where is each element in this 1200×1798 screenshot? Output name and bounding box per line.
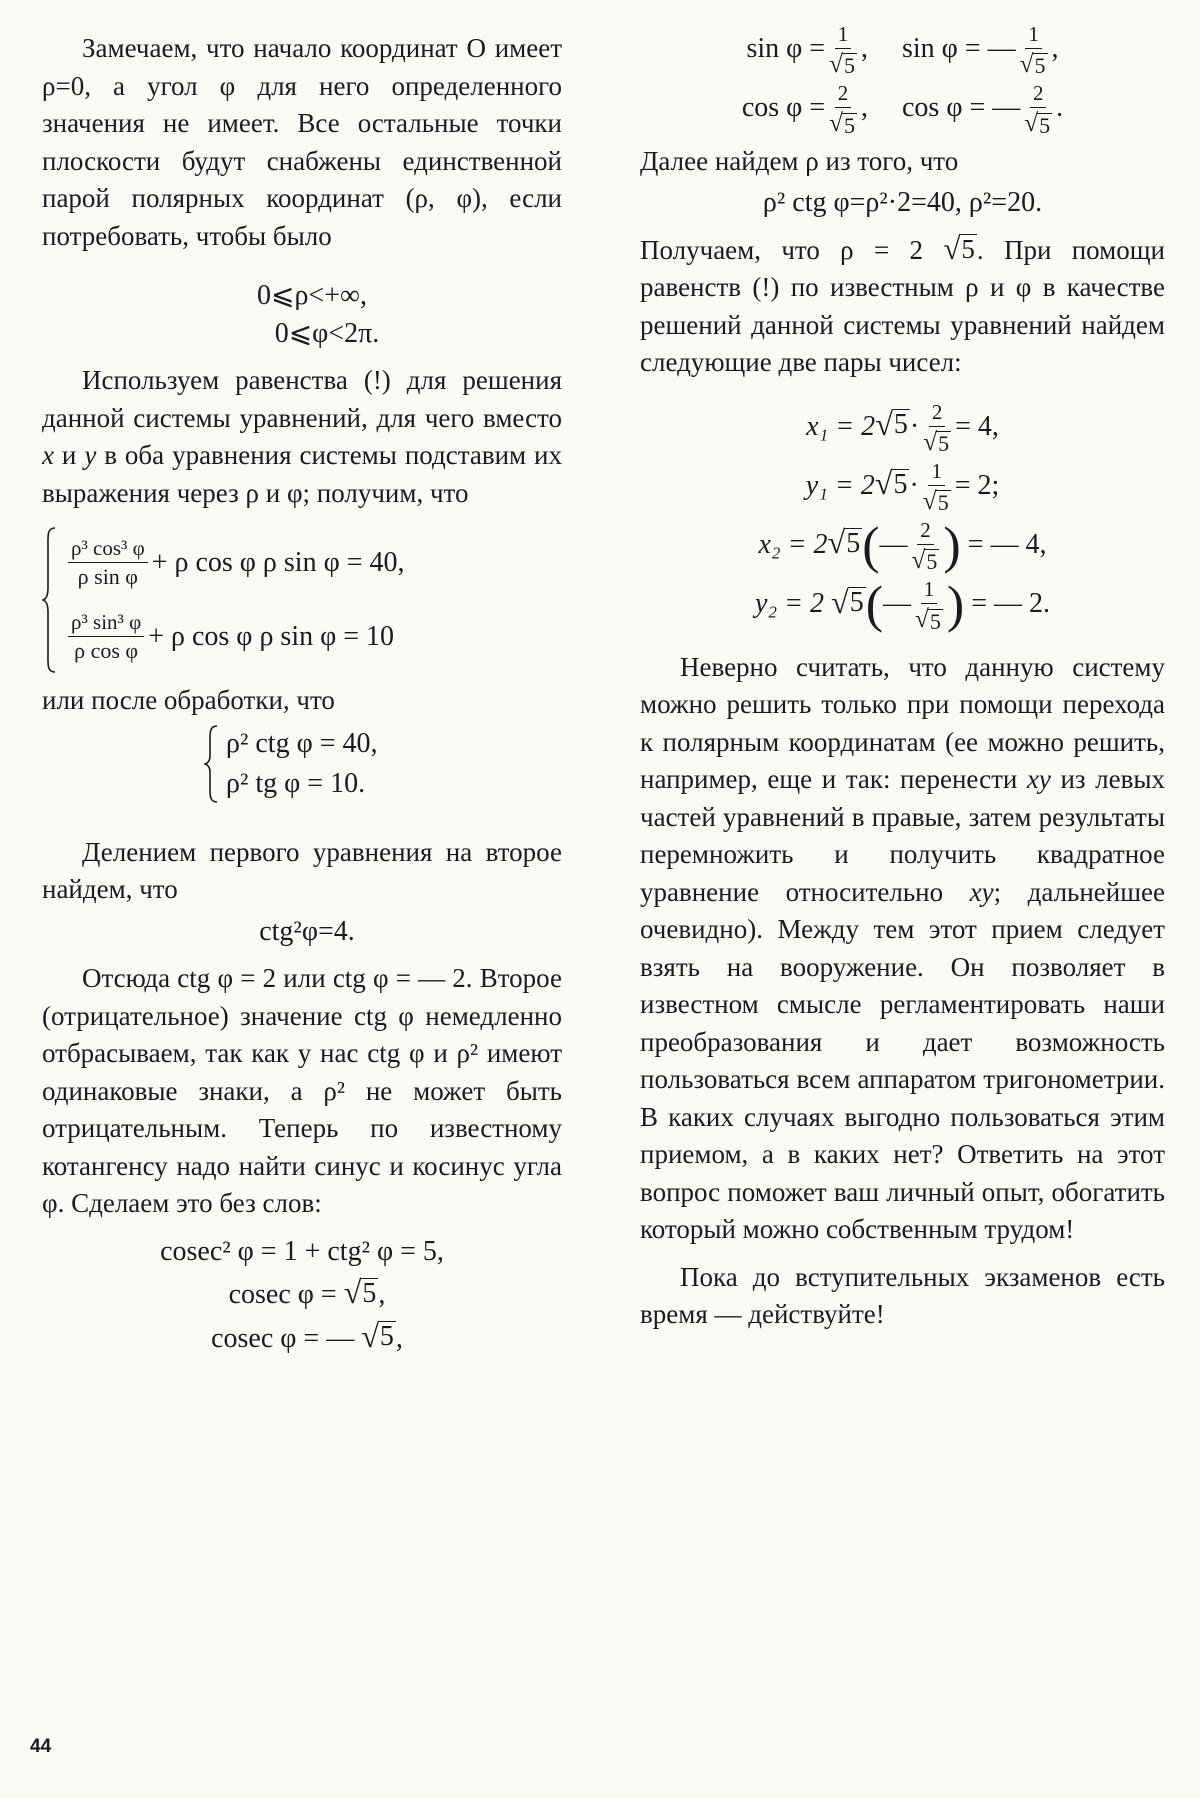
radical-icon: √ — [831, 583, 849, 620]
radical-icon: √ — [875, 405, 893, 442]
left-paren-icon: ( — [865, 577, 884, 635]
text-segment: Неверно считать, что данную систему можно решить только при помощи перехода к полярным координатам (ее можно решить, например, еще и так: перенести — [640, 651, 1165, 795]
radicand: 5 — [893, 409, 908, 441]
fraction — [1020, 24, 1048, 77]
cos-positive — [742, 83, 868, 136]
fraction — [68, 612, 144, 662]
equation-right: = 4, — [955, 410, 999, 442]
text-segment: Используем равенства (!) для решения данной системы уравнений, для чего вместо — [42, 365, 562, 433]
text-segment: в оба уравнения системы подставим их выражения через ρ и φ; получим, что — [42, 440, 563, 508]
fraction-numerator: 1 — [835, 24, 852, 49]
fraction-numerator: 1 — [928, 461, 945, 486]
radicand: 5 — [1034, 53, 1046, 79]
equation-left: cosec φ = — [228, 1279, 337, 1310]
solution-y1 — [640, 458, 1165, 516]
fraction-numerator: ρ³ sin³ φ — [68, 612, 144, 637]
system-equation-ctg: ρ² ctg φ = 40, — [226, 727, 378, 759]
fraction-numerator: 1 — [921, 579, 938, 604]
inequality-phi: 0⩽φ<2π. — [274, 317, 380, 349]
text-segment: Получаем, что ρ = 2 — [640, 234, 924, 265]
radicand: 5 — [846, 528, 861, 560]
radicand: 5 — [379, 1321, 394, 1353]
equation-cosec-negative — [42, 1317, 562, 1358]
paragraph-substitution — [42, 362, 562, 512]
fraction-numerator: 2 — [835, 83, 852, 108]
sin-positive — [746, 24, 868, 77]
dot-operator: · — [909, 469, 919, 501]
var-xy: xy — [969, 876, 994, 907]
fraction-denominator: ρ sin φ — [77, 564, 139, 589]
equation-system-simplified — [204, 724, 562, 804]
left-column — [42, 30, 562, 1357]
fraction-denominator — [923, 427, 951, 455]
var-x: x — [42, 440, 54, 470]
radical-icon: √ — [923, 427, 938, 456]
fraction-denominator: ρ cos φ — [74, 638, 139, 663]
cos-negative — [902, 83, 1063, 136]
system-equation-tg: ρ² tg φ = 10. — [226, 767, 366, 799]
equation-left: y₁ = 2 — [805, 469, 875, 501]
equation-left: cos φ = — — [902, 92, 1021, 124]
fraction — [923, 399, 951, 456]
fraction-numerator: 2 — [929, 402, 946, 427]
radicand: 5 — [849, 587, 864, 619]
solution-x2 — [640, 517, 1165, 575]
fraction-denominator — [915, 604, 943, 632]
fraction — [68, 538, 148, 588]
fraction-denominator — [829, 49, 857, 77]
text-segment: и — [61, 440, 77, 470]
radicand: 5 — [926, 549, 938, 575]
fraction-numerator: ρ³ cos³ φ — [68, 538, 148, 563]
punct: , — [1051, 33, 1059, 65]
solution-y2 — [640, 577, 1165, 635]
equation-left: x₂ = 2 — [758, 529, 828, 561]
var-xy: xy — [1026, 764, 1051, 795]
fraction — [829, 24, 857, 77]
punct: , — [395, 1322, 403, 1354]
paragraph-after-processing: или после обработки, что — [42, 685, 335, 715]
solution-x1 — [640, 399, 1165, 456]
sqrt — [875, 405, 910, 442]
fraction-denominator — [1024, 108, 1052, 136]
radical-icon: √ — [911, 546, 926, 575]
radicand: 5 — [893, 468, 908, 500]
minus-sign: — — [879, 529, 908, 561]
equation-cosec-squared: cosec² φ = 1 + ctg² φ = 5, — [160, 1235, 444, 1267]
equation-left: y₂ = 2 — [754, 588, 825, 620]
equation-ctg-squared: ctg²φ=4. — [259, 915, 355, 947]
radicand: 5 — [844, 112, 855, 138]
left-brace-icon — [204, 724, 218, 804]
page-number: 44 — [30, 1736, 52, 1757]
inequality-rho: 0⩽ρ<+∞, — [257, 280, 367, 311]
sin-negative — [902, 24, 1059, 77]
radical-icon: √ — [829, 50, 843, 78]
radical-icon: √ — [874, 464, 893, 501]
radicand: 5 — [1039, 112, 1051, 138]
var-y: y — [84, 440, 97, 470]
radical-icon: √ — [1024, 109, 1039, 138]
sqrt — [827, 524, 863, 561]
equation-right: = 2; — [954, 469, 1000, 501]
left-brace-icon — [42, 526, 56, 674]
sqrt — [831, 583, 866, 620]
equation-rho: ρ² ctg φ=ρ²·2=40, ρ²=20. — [762, 187, 1043, 219]
equation-right: = — 2. — [971, 588, 1051, 620]
paragraph-division: Делением первого уравнения на второе найдем, что — [42, 836, 562, 904]
radicand: 5 — [938, 430, 950, 456]
equation-left: cos φ = — [741, 92, 826, 124]
equation-rest: + ρ cos φ ρ sin φ = 10 — [148, 621, 395, 653]
paragraph-conclusion — [640, 649, 1165, 1249]
paragraph-rho-result — [640, 232, 1165, 382]
text-segment: ; дальнейшее очевидно). Между тем этот прием следует взять на вооружение. Он позволяет в известном смысле регламентировать наши преобразования и дает возможность пользоваться всем аппаратом тригонометрии. В каких случаях выгодно пользоваться этим приемом, а в каких нет? Ответить на этот вопрос поможет ваш личный опыт, обогатить который можно собственным трудом! — [640, 876, 1166, 1245]
radical-icon: √ — [922, 486, 937, 515]
radicand: 5 — [362, 1277, 377, 1309]
right-paren-icon: ) — [946, 577, 965, 635]
punct: , — [378, 1279, 386, 1310]
sin-values — [640, 24, 1165, 77]
radical-icon: √ — [943, 230, 961, 266]
radicand: 5 — [929, 608, 941, 634]
fraction-denominator — [1020, 49, 1048, 77]
left-paren-icon: ( — [862, 517, 880, 575]
radical-icon: √ — [915, 605, 929, 634]
punct: , — [861, 33, 868, 65]
fraction-numerator: 2 — [917, 520, 934, 545]
radical-icon: √ — [827, 524, 846, 561]
cos-values — [640, 83, 1165, 136]
sqrt — [943, 230, 977, 266]
fraction-numerator: 2 — [1030, 83, 1047, 108]
punct: , — [861, 92, 868, 124]
fraction — [1024, 83, 1052, 136]
dot-operator: · — [909, 410, 920, 442]
punct: . — [1056, 92, 1064, 124]
text-segment: . При помощи равенств (!) по известным ρ и φ в качестве решений данной системы уравнений найдем следующие две пары чисел: — [640, 234, 1165, 378]
minus-sign: — — [883, 588, 912, 620]
text-segment: из левых частей уравнений в правые, затем результаты перемножить и получить квадратное уравнение относительно — [640, 764, 1166, 907]
paragraph-find-rho: Далее найдем ρ из того, что — [640, 145, 959, 176]
system-equation-1 — [64, 526, 405, 600]
fraction — [915, 579, 943, 632]
radical-icon: √ — [829, 109, 843, 138]
radical-icon: √ — [361, 1317, 379, 1354]
sqrt — [344, 1276, 379, 1308]
equation-left: x₁ = 2 — [806, 410, 876, 442]
paragraph-ctg-values: Отсюда ctg φ = 2 или ctg φ = — 2. Второе (отрицательное) значение ctg φ немедленно отбрасываем, так как у нас ctg φ и ρ² имеют одинаковые знаки, а ρ² не может быть отрицательным. Теперь по известному котангенсу надо найти синус и косинус угла φ. Сделаем это без слов: — [42, 963, 562, 1218]
equation-system-substituted — [42, 526, 562, 674]
equation-right: = — 4, — [967, 529, 1047, 561]
fraction — [912, 520, 940, 573]
right-paren-icon: ) — [943, 517, 961, 575]
right-column — [640, 18, 1165, 1334]
equation-left: cosec φ = — — [211, 1322, 355, 1354]
equation-left: sin φ = — [746, 33, 826, 65]
fraction — [922, 458, 951, 516]
system-equation-2 — [64, 600, 405, 674]
fraction-numerator: 1 — [1025, 24, 1042, 49]
sqrt — [874, 464, 910, 501]
radicand: 5 — [961, 234, 975, 265]
paragraph-polar-origin: Замечаем, что начало координат O имеет ρ=0, а угол φ для него определенного значения не имеет. Все остальные точки плоскости будут снабжены единственной парой полярных координат (ρ, φ), если потребовать, чтобы было — [42, 33, 562, 251]
equation-cosec-positive — [42, 1276, 562, 1314]
radicand: 5 — [937, 490, 949, 516]
equation-left: sin φ = — — [902, 33, 1016, 65]
sqrt — [361, 1317, 396, 1354]
fraction-denominator — [912, 545, 940, 573]
paragraph-final: Пока до вступительных экзаменов есть время — действуйте! — [640, 1261, 1165, 1330]
fraction-denominator — [923, 486, 951, 514]
radicand: 5 — [844, 53, 855, 79]
fraction-denominator — [829, 108, 857, 136]
radical-icon: √ — [343, 1274, 362, 1310]
fraction — [829, 83, 857, 136]
equation-rest: + ρ cos φ ρ sin φ = 40, — [151, 547, 405, 579]
radical-icon: √ — [1019, 50, 1034, 78]
